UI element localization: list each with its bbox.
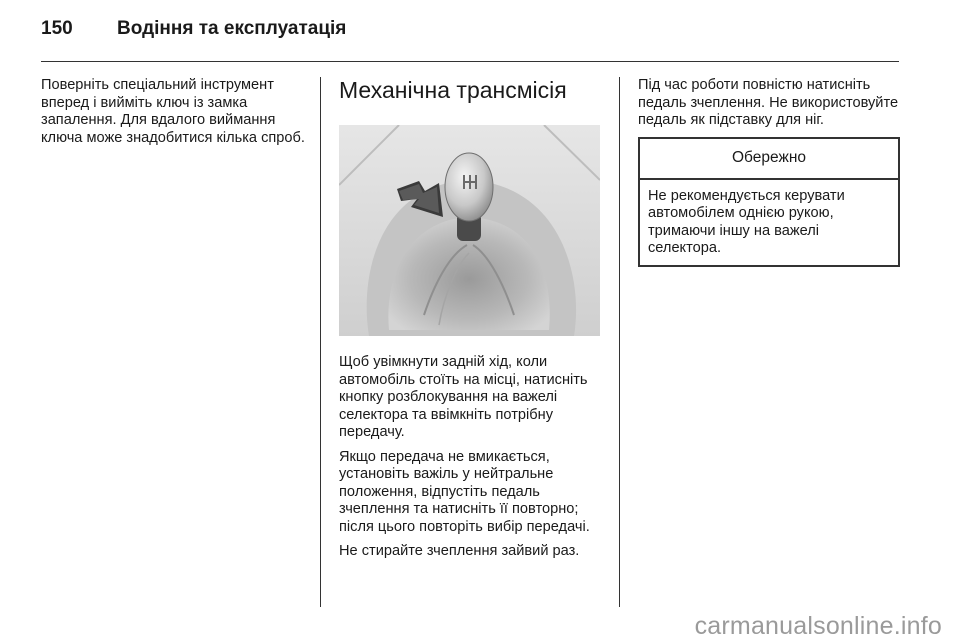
caution-body <box>640 180 898 265</box>
gear-shift-lever-illustration <box>339 125 600 336</box>
column-left <box>41 77 306 154</box>
caution-heading: Обережно <box>640 139 898 180</box>
clutch-pedal-paragraph: Під час роботи повністю натисніть педаль зчеплення. Не використовуйте педаль як підставку для ніг. <box>638 77 899 128</box>
clutch-wear-paragraph: Не стирайте зчеплення зайвий раз. <box>339 543 580 559</box>
caution-box <box>638 137 900 267</box>
column-divider-left <box>320 77 321 607</box>
watermark: carmanualsonline.info <box>694 612 942 640</box>
gear-not-engaging-paragraph: Якщо передача не вмикається, установіть важіль у нейтральне положення, відпустіть педаль зчеплення та натисніть її повторно; після цього повторіть вибір передачі. <box>339 448 590 535</box>
section-title: Механічна трансмісія <box>339 77 567 103</box>
reverse-gear-paragraph: Щоб увімкнути задній хід, коли автомобіль стоїть на місці, натисніть кнопку розблокування на важелі селектора та ввімкніть потрібну передачу. <box>339 354 588 440</box>
page-number: 150 <box>41 18 73 39</box>
caution-text: Не рекомендується керувати автомобілем однією рукою, тримаючи іншу на важелі селектора. <box>648 187 845 256</box>
key-removal-paragraph: Поверніть спеціальний інструмент вперед і вийміть ключ із замка запалення. Для вдалого виймання ключа може знадобитися кілька спроб. <box>41 77 305 146</box>
chapter-title: Водіння та експлуатація <box>117 18 347 39</box>
page-header <box>41 18 346 40</box>
header-divider <box>41 61 899 62</box>
column-divider-right <box>619 77 620 607</box>
column-middle <box>339 77 603 568</box>
column-right <box>638 77 900 267</box>
